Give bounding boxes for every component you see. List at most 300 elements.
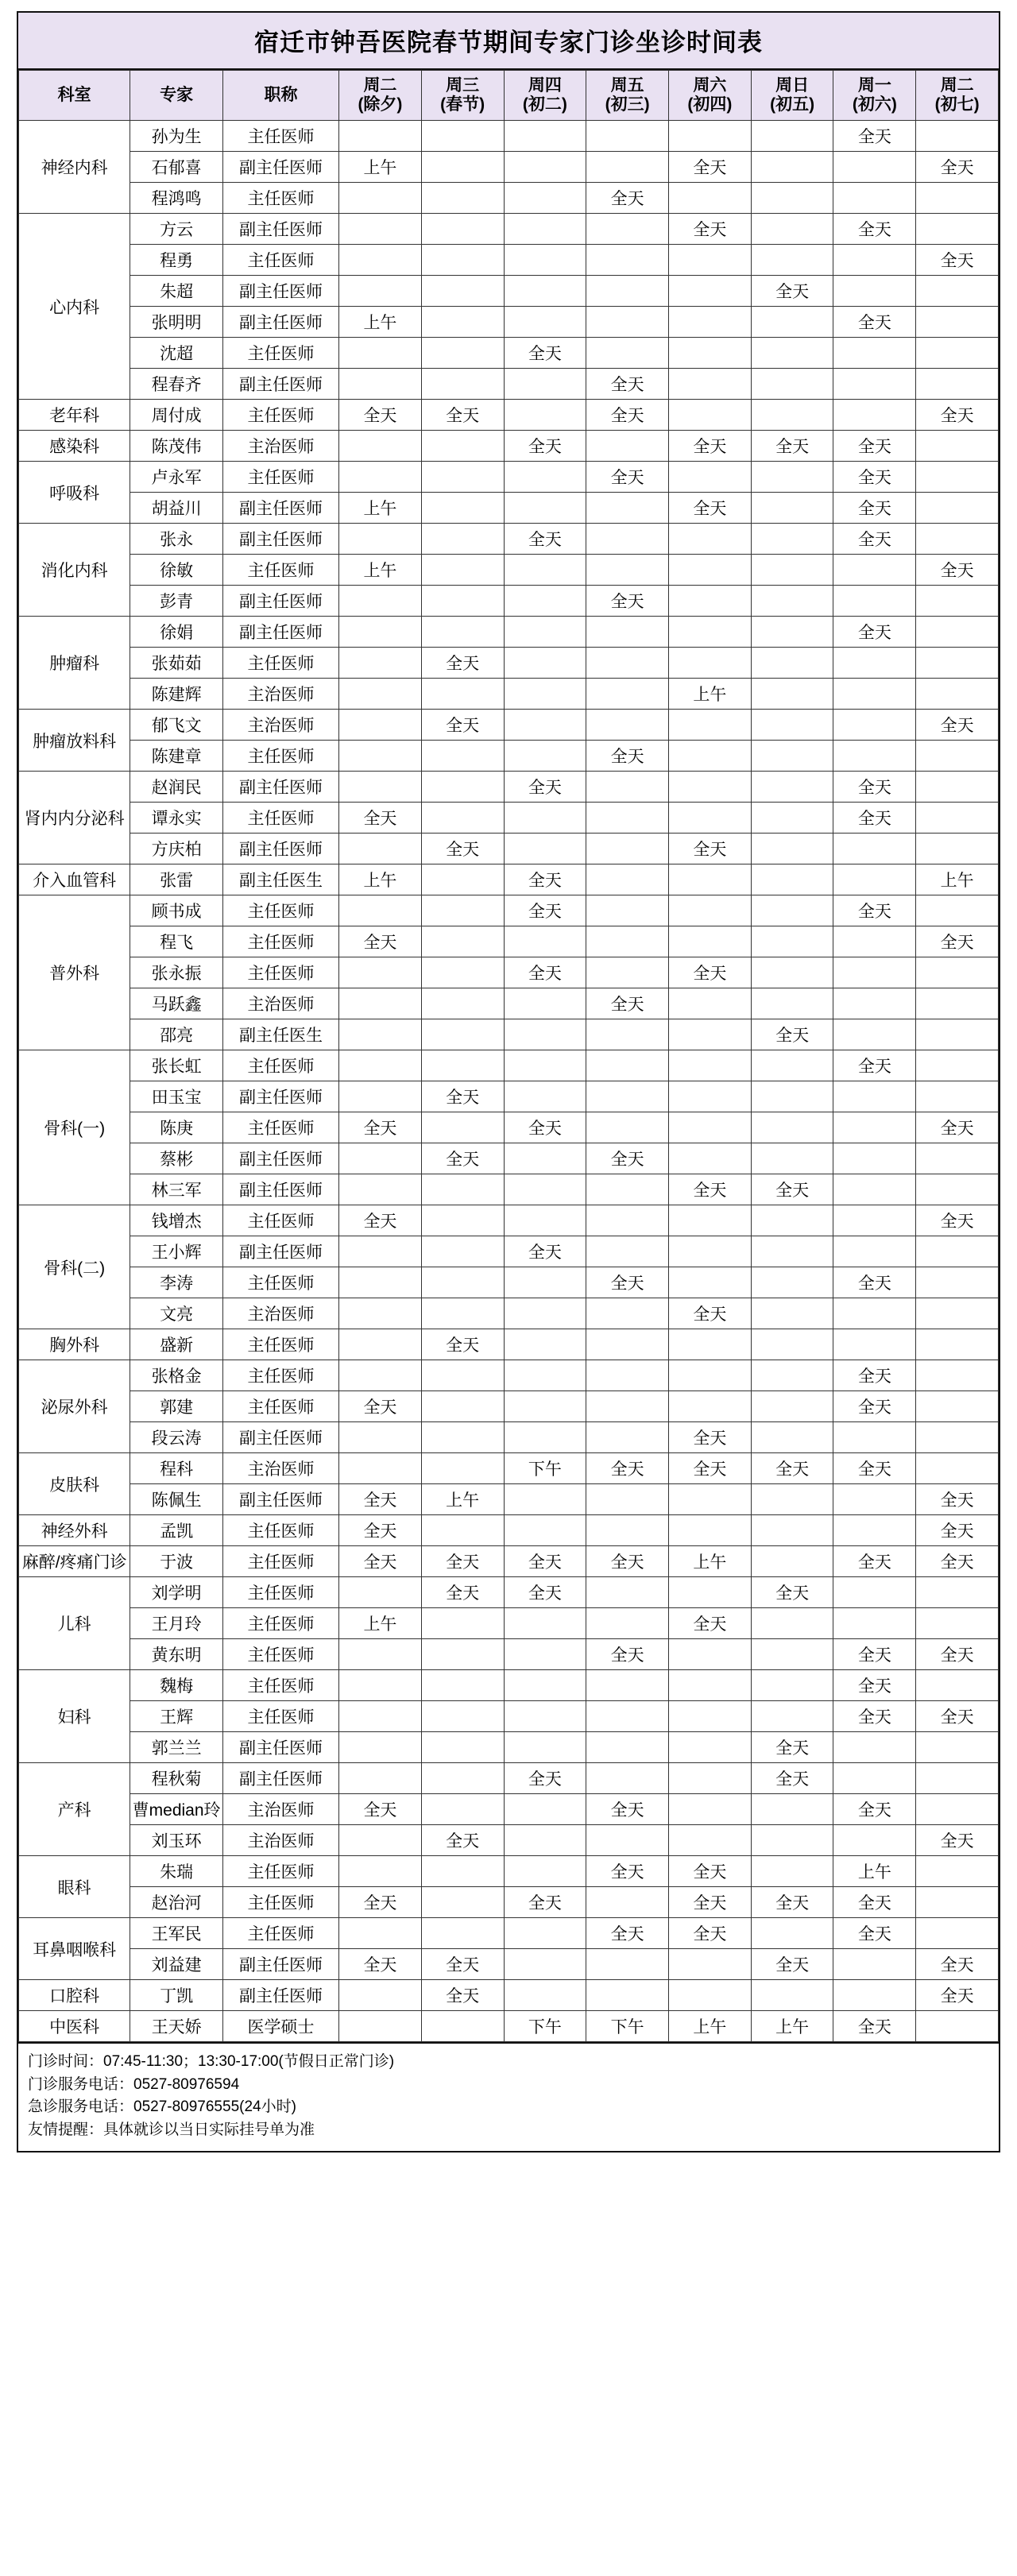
schedule-slot-cell [751,369,833,400]
schedule-slot-cell: 全天 [586,1794,669,1825]
schedule-slot-cell: 全天 [669,214,752,245]
schedule-slot-cell [669,772,752,803]
schedule-slot-cell [586,648,669,679]
table-row [19,1236,999,1267]
column-header-3: 周二 (除夕) [339,71,422,121]
schedule-slot-cell [586,1205,669,1236]
schedule-slot-cell [916,741,999,772]
department-cell: 肿瘤放料科 [19,710,130,772]
schedule-slot-cell [751,524,833,555]
table-row [19,1143,999,1174]
schedule-slot-cell: 全天 [339,1112,422,1143]
doctor-title-cell: 副主任医生 [222,864,338,895]
table-row [19,1949,999,1980]
schedule-slot-cell [833,864,916,895]
doctor-name-cell: 程鸿鸣 [130,183,223,214]
doctor-title-cell: 主任医师 [222,400,338,431]
schedule-slot-cell: 全天 [586,400,669,431]
schedule-slot-cell [339,648,422,679]
schedule-slot-cell [916,1577,999,1608]
table-row [19,369,999,400]
doctor-name-cell: 田玉宝 [130,1081,223,1112]
schedule-slot-cell: 全天 [916,1205,999,1236]
schedule-slot-cell [339,1918,422,1949]
schedule-slot-cell [751,1329,833,1360]
schedule-slot-cell [339,1050,422,1081]
schedule-slot-cell [421,1422,504,1453]
schedule-slot-cell: 全天 [833,462,916,493]
schedule-slot-cell [421,1174,504,1205]
department-cell: 老年科 [19,400,130,431]
schedule-slot-cell [833,1298,916,1329]
schedule-slot-cell: 全天 [916,1484,999,1515]
schedule-slot-cell: 上午 [421,1484,504,1515]
schedule-slot-cell [586,957,669,988]
schedule-slot-cell [586,1422,669,1453]
schedule-slot-cell [586,1391,669,1422]
schedule-slot-cell [504,617,586,648]
table-body [19,121,999,2042]
schedule-slot-cell [586,1577,669,1608]
table-row [19,1298,999,1329]
doctor-name-cell: 张雷 [130,864,223,895]
schedule-slot-cell [586,926,669,957]
schedule-slot-cell [421,1887,504,1918]
table-row [19,803,999,834]
schedule-slot-cell [586,1360,669,1391]
department-cell: 眼科 [19,1856,130,1918]
doctor-title-cell: 主治医师 [222,679,338,710]
schedule-slot-cell: 全天 [916,710,999,741]
doctor-title-cell: 主任医师 [222,1887,338,1918]
schedule-slot-cell: 全天 [586,369,669,400]
schedule-slot-cell [504,400,586,431]
schedule-slot-cell [751,648,833,679]
schedule-slot-cell: 全天 [916,1701,999,1732]
table-row [19,988,999,1019]
schedule-slot-cell: 上午 [916,864,999,895]
table-row [19,617,999,648]
doctor-name-cell: 王小辉 [130,1236,223,1267]
schedule-slot-cell [504,1732,586,1763]
schedule-slot-cell [504,1329,586,1360]
doctor-name-cell: 胡益川 [130,493,223,524]
schedule-slot-cell [586,152,669,183]
doctor-name-cell: 陈建章 [130,741,223,772]
doctor-name-cell: 张永振 [130,957,223,988]
schedule-slot-cell [586,617,669,648]
schedule-slot-cell: 全天 [916,1949,999,1980]
schedule-slot-cell [339,1639,422,1670]
schedule-slot-cell [339,183,422,214]
table-row [19,741,999,772]
doctor-title-cell: 主任医师 [222,648,338,679]
schedule-slot-cell [916,276,999,307]
table-row [19,1701,999,1732]
schedule-slot-cell: 全天 [669,834,752,864]
schedule-slot-cell: 全天 [504,1577,586,1608]
schedule-slot-cell [916,1019,999,1050]
column-header-7: 周六 (初四) [669,71,752,121]
schedule-slot-cell: 全天 [504,1887,586,1918]
schedule-slot-cell [669,1794,752,1825]
schedule-slot-cell [421,1763,504,1794]
schedule-slot-cell [751,555,833,586]
doctor-name-cell: 郭兰兰 [130,1732,223,1763]
department-cell: 介入血管科 [19,864,130,895]
schedule-slot-cell [669,1670,752,1701]
schedule-slot-cell [669,1577,752,1608]
schedule-slot-cell [916,183,999,214]
schedule-slot-cell: 全天 [586,1267,669,1298]
schedule-slot-cell: 全天 [833,1701,916,1732]
schedule-slot-cell: 全天 [833,803,916,834]
schedule-slot-cell [421,1670,504,1701]
schedule-slot-cell [669,400,752,431]
schedule-slot-cell [504,555,586,586]
doctor-name-cell: 曹median玲 [130,1794,223,1825]
doctor-title-cell: 副主任医师 [222,1422,338,1453]
schedule-slot-cell [669,1267,752,1298]
schedule-slot-cell [669,121,752,152]
schedule-slot-cell [669,1825,752,1856]
schedule-slot-cell [504,1980,586,2011]
table-row [19,1360,999,1391]
schedule-slot-cell [833,338,916,369]
schedule-slot-cell [586,1670,669,1701]
column-header-9: 周一 (初六) [833,71,916,121]
schedule-slot-cell: 全天 [751,1732,833,1763]
doctor-title-cell: 主任医师 [222,1050,338,1081]
department-cell: 感染科 [19,431,130,462]
schedule-slot-cell: 全天 [916,555,999,586]
schedule-slot-cell [833,1980,916,2011]
doctor-title-cell: 主任医师 [222,1546,338,1577]
schedule-slot-cell [421,245,504,276]
schedule-slot-cell [339,245,422,276]
schedule-slot-cell [421,803,504,834]
schedule-slot-cell [669,1732,752,1763]
department-cell: 骨科(二) [19,1205,130,1329]
doctor-name-cell: 王月玲 [130,1608,223,1639]
schedule-slot-cell [586,1732,669,1763]
table-row [19,462,999,493]
schedule-slot-cell [586,338,669,369]
schedule-slot-cell [339,524,422,555]
schedule-slot-cell [833,1484,916,1515]
schedule-slot-cell [751,926,833,957]
schedule-slot-cell [421,524,504,555]
table-row [19,1484,999,1515]
schedule-slot-cell: 全天 [339,1887,422,1918]
doctor-title-cell: 副主任医师 [222,586,338,617]
doctor-name-cell: 刘学明 [130,1577,223,1608]
schedule-slot-cell [339,276,422,307]
schedule-slot-cell [504,1918,586,1949]
schedule-slot-cell [586,245,669,276]
schedule-slot-cell [339,1422,422,1453]
schedule-slot-cell [504,648,586,679]
schedule-slot-cell: 全天 [504,895,586,926]
table-row [19,895,999,926]
doctor-name-cell: 张长虹 [130,1050,223,1081]
doctor-title-cell: 主任医师 [222,1329,338,1360]
schedule-slot-cell [421,586,504,617]
schedule-slot-cell: 全天 [833,121,916,152]
doctor-name-cell: 段云涛 [130,1422,223,1453]
doctor-title-cell: 副主任医师 [222,524,338,555]
doctor-title-cell: 副主任医师 [222,493,338,524]
schedule-slot-cell [421,1236,504,1267]
schedule-slot-cell [916,1391,999,1422]
schedule-slot-cell [751,1670,833,1701]
schedule-slot-cell [916,1732,999,1763]
schedule-slot-cell [669,1019,752,1050]
schedule-slot-cell [421,1019,504,1050]
doctor-name-cell: 谭永实 [130,803,223,834]
doctor-name-cell: 丁凯 [130,1980,223,2011]
schedule-slot-cell: 全天 [833,214,916,245]
schedule-slot-cell: 全天 [833,1050,916,1081]
schedule-slot-cell [751,307,833,338]
schedule-slot-cell: 上午 [339,1608,422,1639]
schedule-slot-cell: 全天 [916,1639,999,1670]
schedule-slot-cell [504,1298,586,1329]
schedule-slot-cell [421,1701,504,1732]
schedule-slot-cell [916,1887,999,1918]
schedule-slot-cell [421,1608,504,1639]
schedule-slot-cell [586,524,669,555]
doctor-title-cell: 主治医师 [222,988,338,1019]
schedule-slot-cell [504,493,586,524]
schedule-slot-cell: 全天 [833,1360,916,1391]
schedule-slot-cell [669,586,752,617]
schedule-slot-cell [833,1732,916,1763]
doctor-title-cell: 主任医师 [222,462,338,493]
schedule-slot-cell [504,1515,586,1546]
schedule-slot-cell [916,2011,999,2042]
schedule-slot-cell [751,1515,833,1546]
department-cell: 麻醉/疼痛门诊 [19,1546,130,1577]
schedule-slot-cell [339,338,422,369]
schedule-slot-cell [916,988,999,1019]
schedule-slot-cell [586,214,669,245]
schedule-slot-cell [751,462,833,493]
schedule-slot-cell: 全天 [751,1763,833,1794]
doctor-title-cell: 主任医师 [222,1205,338,1236]
schedule-slot-cell [339,834,422,864]
schedule-slot-cell [669,803,752,834]
table-row [19,1608,999,1639]
table-row [19,926,999,957]
schedule-slot-cell [833,648,916,679]
schedule-slot-cell [339,462,422,493]
schedule-slot-cell [751,1980,833,2011]
table-row [19,183,999,214]
schedule-slot-cell [421,1453,504,1484]
doctor-title-cell: 主任医师 [222,121,338,152]
schedule-slot-cell [421,307,504,338]
schedule-slot-cell [586,864,669,895]
schedule-slot-cell [504,1608,586,1639]
schedule-slot-cell [504,369,586,400]
schedule-slot-cell [751,1608,833,1639]
schedule-slot-cell: 全天 [669,152,752,183]
department-cell: 耳鼻咽喉科 [19,1918,130,1980]
doctor-title-cell: 主任医师 [222,1918,338,1949]
doctor-name-cell: 魏梅 [130,1670,223,1701]
doctor-name-cell: 黄东明 [130,1639,223,1670]
table-row [19,338,999,369]
schedule-slot-cell [586,431,669,462]
schedule-slot-cell [833,988,916,1019]
schedule-slot-cell: 全天 [421,1143,504,1174]
table-head [19,71,999,121]
schedule-slot-cell [339,772,422,803]
schedule-slot-cell [751,245,833,276]
schedule-slot-cell [339,121,422,152]
schedule-slot-cell: 下午 [504,2011,586,2042]
doctor-name-cell: 陈茂伟 [130,431,223,462]
schedule-slot-cell [504,307,586,338]
table-row [19,1980,999,2011]
doctor-name-cell: 于波 [130,1546,223,1577]
schedule-slot-cell [421,214,504,245]
doctor-title-cell: 主任医师 [222,1515,338,1546]
schedule-slot-cell [504,214,586,245]
schedule-slot-cell [504,1670,586,1701]
schedule-slot-cell [751,1484,833,1515]
schedule-slot-cell [339,214,422,245]
doctor-title-cell: 副主任医师 [222,1949,338,1980]
schedule-slot-cell [586,679,669,710]
schedule-slot-cell [833,1825,916,1856]
schedule-slot-cell [339,1298,422,1329]
schedule-slot-cell [669,276,752,307]
table-row [19,1422,999,1453]
table-row [19,586,999,617]
schedule-slot-cell [586,1081,669,1112]
schedule-slot-cell: 上午 [669,1546,752,1577]
department-cell: 产科 [19,1763,130,1856]
column-header-5: 周四 (初二) [504,71,586,121]
schedule-slot-cell [833,1949,916,1980]
schedule-slot-cell [751,617,833,648]
doctor-name-cell: 程春齐 [130,369,223,400]
table-row [19,1763,999,1794]
schedule-slot-cell [504,121,586,152]
schedule-slot-cell: 全天 [833,431,916,462]
schedule-slot-cell [916,1670,999,1701]
schedule-slot-cell [421,338,504,369]
schedule-slot-cell [751,1825,833,1856]
doctor-title-cell: 主任医师 [222,338,338,369]
schedule-slot-cell [833,183,916,214]
schedule-slot-cell: 全天 [916,1515,999,1546]
department-cell: 儿科 [19,1577,130,1670]
schedule-slot-cell [751,183,833,214]
table-row [19,1081,999,1112]
schedule-slot-cell [751,1856,833,1887]
schedule-slot-cell: 上午 [339,152,422,183]
schedule-slot-cell [421,555,504,586]
schedule-slot-cell: 上午 [339,307,422,338]
schedule-slot-cell: 全天 [586,1143,669,1174]
schedule-slot-cell: 全天 [504,524,586,555]
column-header-2: 职称 [222,71,338,121]
footer-notes [17,2044,1000,2152]
schedule-slot-cell [504,1701,586,1732]
schedule-slot-cell [916,307,999,338]
doctor-title-cell: 副主任医师 [222,617,338,648]
schedule-slot-cell [339,1670,422,1701]
schedule-slot-cell [751,679,833,710]
schedule-slot-cell [916,648,999,679]
schedule-slot-cell: 全天 [421,1081,504,1112]
table-row [19,214,999,245]
doctor-name-cell: 孙为生 [130,121,223,152]
schedule-slot-cell [669,617,752,648]
schedule-slot-cell [833,1174,916,1205]
table-row [19,121,999,152]
schedule-slot-cell [916,586,999,617]
schedule-slot-cell [669,1515,752,1546]
department-cell: 神经外科 [19,1515,130,1546]
doctor-title-cell: 主治医师 [222,1298,338,1329]
schedule-slot-cell [669,1484,752,1515]
doctor-name-cell: 卢永军 [130,462,223,493]
doctor-name-cell: 刘玉环 [130,1825,223,1856]
doctor-name-cell: 李涛 [130,1267,223,1298]
schedule-slot-cell [833,926,916,957]
schedule-slot-cell [669,338,752,369]
column-header-0: 科室 [19,71,130,121]
schedule-slot-cell [504,1794,586,1825]
doctor-name-cell: 周付成 [130,400,223,431]
table-row [19,1391,999,1422]
schedule-slot-cell [751,1298,833,1329]
table-row [19,1329,999,1360]
schedule-slot-cell [339,1236,422,1267]
schedule-slot-cell [339,1732,422,1763]
schedule-slot-cell: 全天 [916,926,999,957]
doctor-title-cell: 主任医师 [222,1267,338,1298]
department-cell: 皮肤科 [19,1453,130,1515]
schedule-slot-cell [504,1174,586,1205]
schedule-slot-cell: 全天 [833,1670,916,1701]
table-row [19,1577,999,1608]
schedule-slot-cell [669,369,752,400]
schedule-slot-cell: 全天 [916,245,999,276]
doctor-name-cell: 陈建辉 [130,679,223,710]
doctor-name-cell: 徐敏 [130,555,223,586]
schedule-slot-cell [421,2011,504,2042]
schedule-slot-cell [916,1298,999,1329]
table-row [19,1174,999,1205]
schedule-slot-cell [504,741,586,772]
schedule-slot-cell [421,1639,504,1670]
schedule-slot-cell: 全天 [669,1608,752,1639]
schedule-slot-cell [751,152,833,183]
schedule-slot-cell: 全天 [586,1918,669,1949]
schedule-slot-cell [421,988,504,1019]
schedule-slot-cell [504,462,586,493]
doctor-title-cell: 主任医师 [222,1670,338,1701]
schedule-slot-cell: 全天 [586,586,669,617]
schedule-slot-cell [833,1577,916,1608]
schedule-slot-cell [916,1918,999,1949]
schedule-slot-cell [751,1081,833,1112]
